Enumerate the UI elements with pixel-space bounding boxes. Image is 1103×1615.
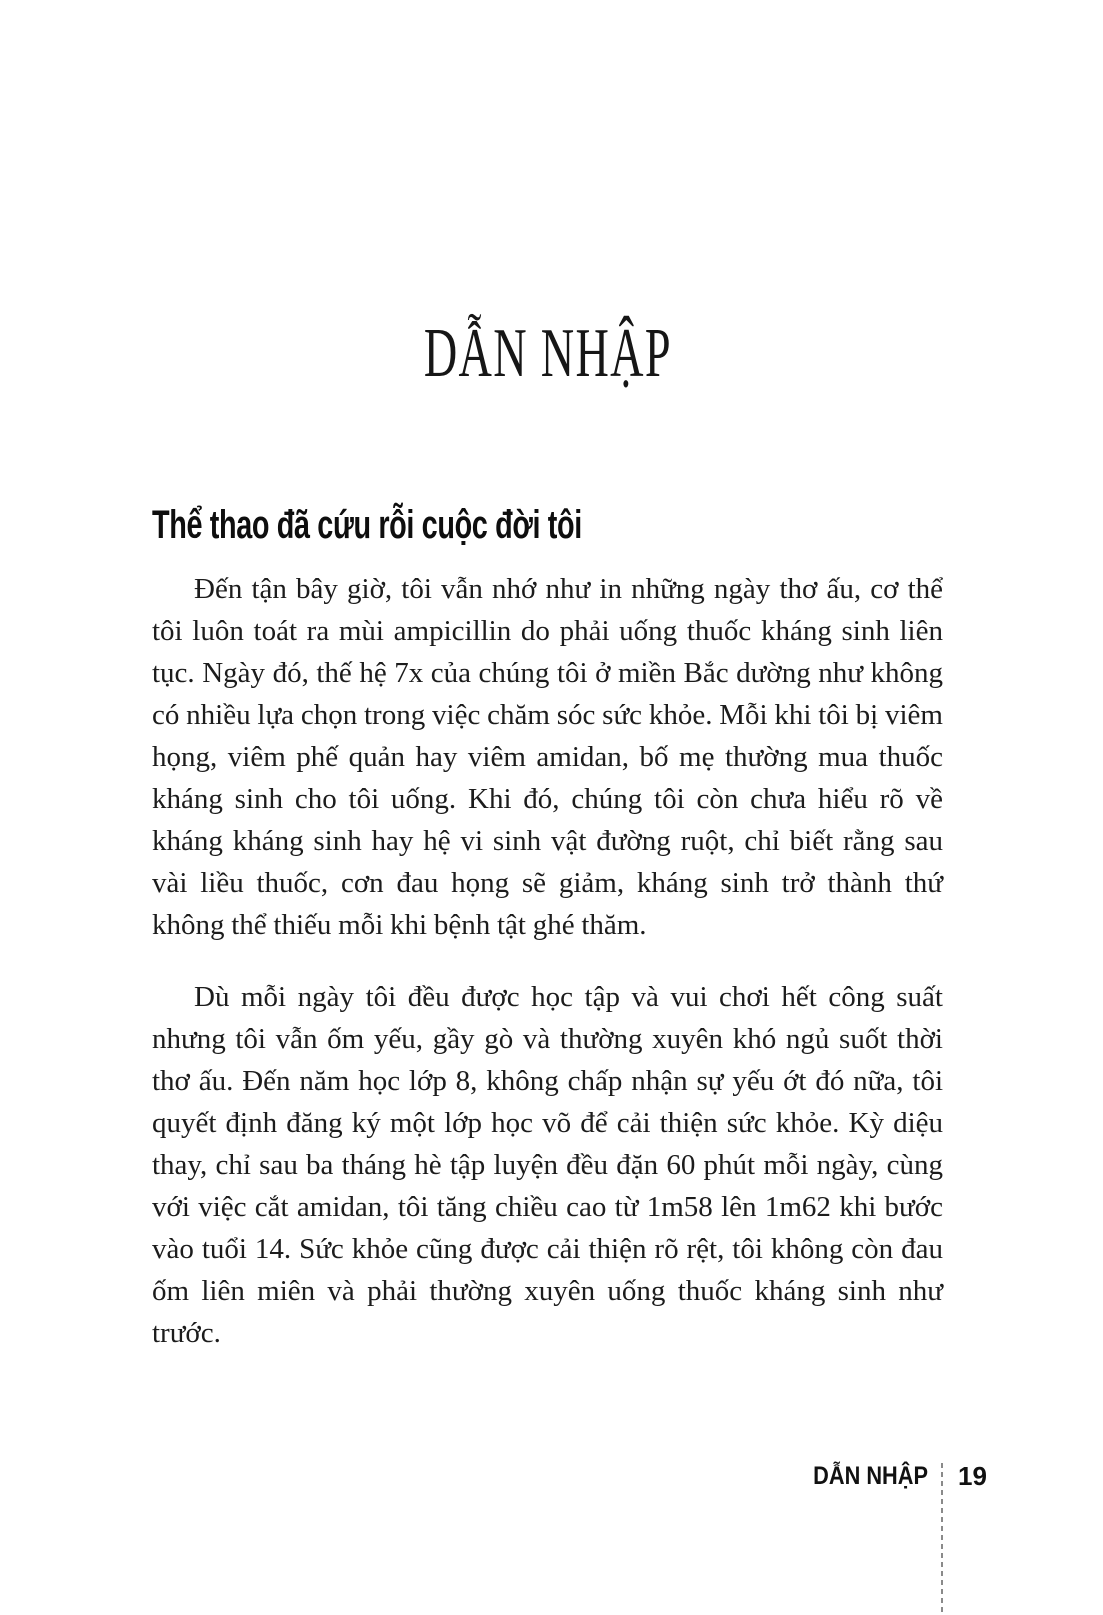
body-paragraph: Đến tận bây giờ, tôi vẫn nhớ như in những ngày thơ ấu, cơ thể tôi luôn toát ra mùi ampicillin do phải uống thuốc kháng sinh liên tục. Ngày đó, thế hệ 7x của chúng tôi ở miền Bắc dường như không có nhiều lựa chọn trong việc chăm sóc sức khỏe. Mỗi khi tôi bị viêm họng, viêm phế quản hay viêm amidan, bố mẹ thường mua thuốc kháng sinh cho tôi uống. Khi đó, chúng tôi còn chưa hiểu rõ về kháng kháng sinh hay hệ vi sinh vật đường ruột, chỉ biết rằng sau vài liều thuốc, cơn đau họng sẽ giảm, kháng sinh trở thành thứ không thể thiếu mỗi khi bệnh tật ghé thăm. — [152, 573, 943, 941]
chapter-title — [152, 315, 943, 392]
footer-section-label: DẪN NHẬP — [813, 1462, 928, 1490]
body-text — [152, 568, 943, 1354]
section-heading — [152, 505, 749, 545]
chapter-title-text: DẪN NHẬP — [423, 315, 672, 392]
page-number: 19 — [958, 1461, 987, 1491]
body-paragraph: Dù mỗi ngày tôi đều được học tập và vui chơi hết công suất nhưng tôi vẫn ốm yếu, gầy gò và thường xuyên khó ngủ suốt thời thơ ấu. Đến năm học lớp 8, không chấp nhận sự yếu ớt đó nữa, tôi quyết định đăng ký một lớp học võ để cải thiện sức khỏe. Kỳ diệu thay, chỉ sau ba tháng hè tập luyện đều đặn 60 phút mỗi ngày, cùng với việc cắt amidan, tôi tăng chiều cao từ 1m58 lên 1m62 khi bước vào tuổi 14. Sức khỏe cũng được cải thiện rõ rệt, tôi không còn đau ốm liên miên và phải thường xuyên uống thuốc kháng sinh như trước. — [152, 981, 943, 1349]
footer-divider-dashed-line — [941, 1463, 943, 1615]
section-heading-text: Thể thao đã cứu rỗi cuộc đời tôi — [152, 503, 582, 547]
